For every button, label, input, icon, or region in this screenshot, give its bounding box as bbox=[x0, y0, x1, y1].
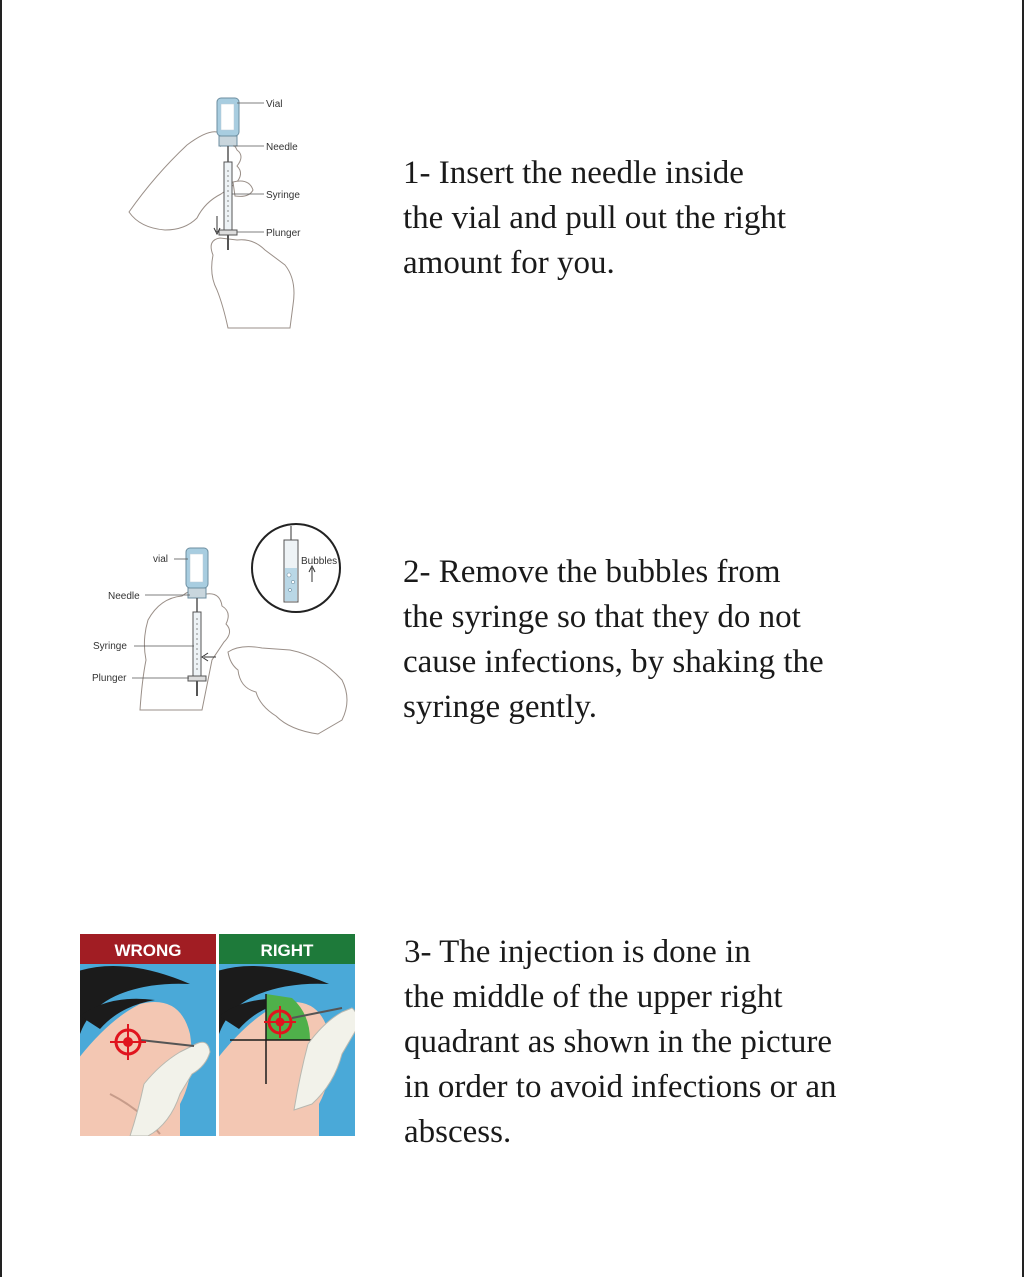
step2-line: syringe gently. bbox=[403, 689, 597, 725]
step3-line: quadrant as shown in the picture bbox=[404, 1024, 832, 1060]
step2-line: cause infections, by shaking the bbox=[403, 644, 824, 680]
holding-hand bbox=[140, 590, 230, 710]
step1-line: the vial and pull out the right bbox=[403, 200, 787, 236]
label-vial: Vial bbox=[266, 99, 283, 110]
step3-instruction bbox=[404, 930, 837, 1155]
plunger bbox=[188, 676, 206, 681]
step2-line: the syringe so that they do not bbox=[403, 599, 801, 635]
step3-line: in order to avoid infections or an bbox=[404, 1069, 837, 1105]
label-syringe: Syringe bbox=[93, 641, 127, 652]
label-syringe: Syringe bbox=[266, 190, 300, 201]
step3-illustration bbox=[80, 934, 356, 1136]
wrong-heading: WRONG bbox=[114, 941, 182, 960]
label-vial: vial bbox=[153, 554, 169, 565]
step3-line: the middle of the upper right bbox=[404, 979, 783, 1015]
step3-line: 3- The injection is done in bbox=[404, 934, 751, 970]
plunger bbox=[219, 230, 237, 235]
label-needle: Needle bbox=[266, 142, 298, 153]
step1-illustration bbox=[125, 90, 325, 330]
step1-line: 1- Insert the needle inside bbox=[403, 155, 744, 191]
step1-instruction bbox=[403, 151, 786, 286]
step3-line: abscess. bbox=[404, 1114, 512, 1150]
page-left-border bbox=[0, 0, 2, 1277]
lower-hand bbox=[211, 238, 294, 328]
wrong-panel bbox=[60, 934, 216, 1144]
step2-illustration bbox=[90, 520, 355, 740]
right-panel bbox=[199, 934, 357, 1144]
tapping-hand bbox=[228, 647, 347, 734]
label-bubbles: Bubbles bbox=[301, 556, 338, 567]
label-plunger: Plunger bbox=[92, 673, 127, 684]
right-heading: RIGHT bbox=[260, 941, 314, 960]
label-needle: Needle bbox=[108, 591, 140, 602]
step2-instruction bbox=[403, 550, 824, 730]
label-plunger: Plunger bbox=[266, 228, 301, 239]
step2-line: 2- Remove the bubbles from bbox=[403, 554, 781, 590]
step1-line: amount for you. bbox=[403, 245, 615, 281]
